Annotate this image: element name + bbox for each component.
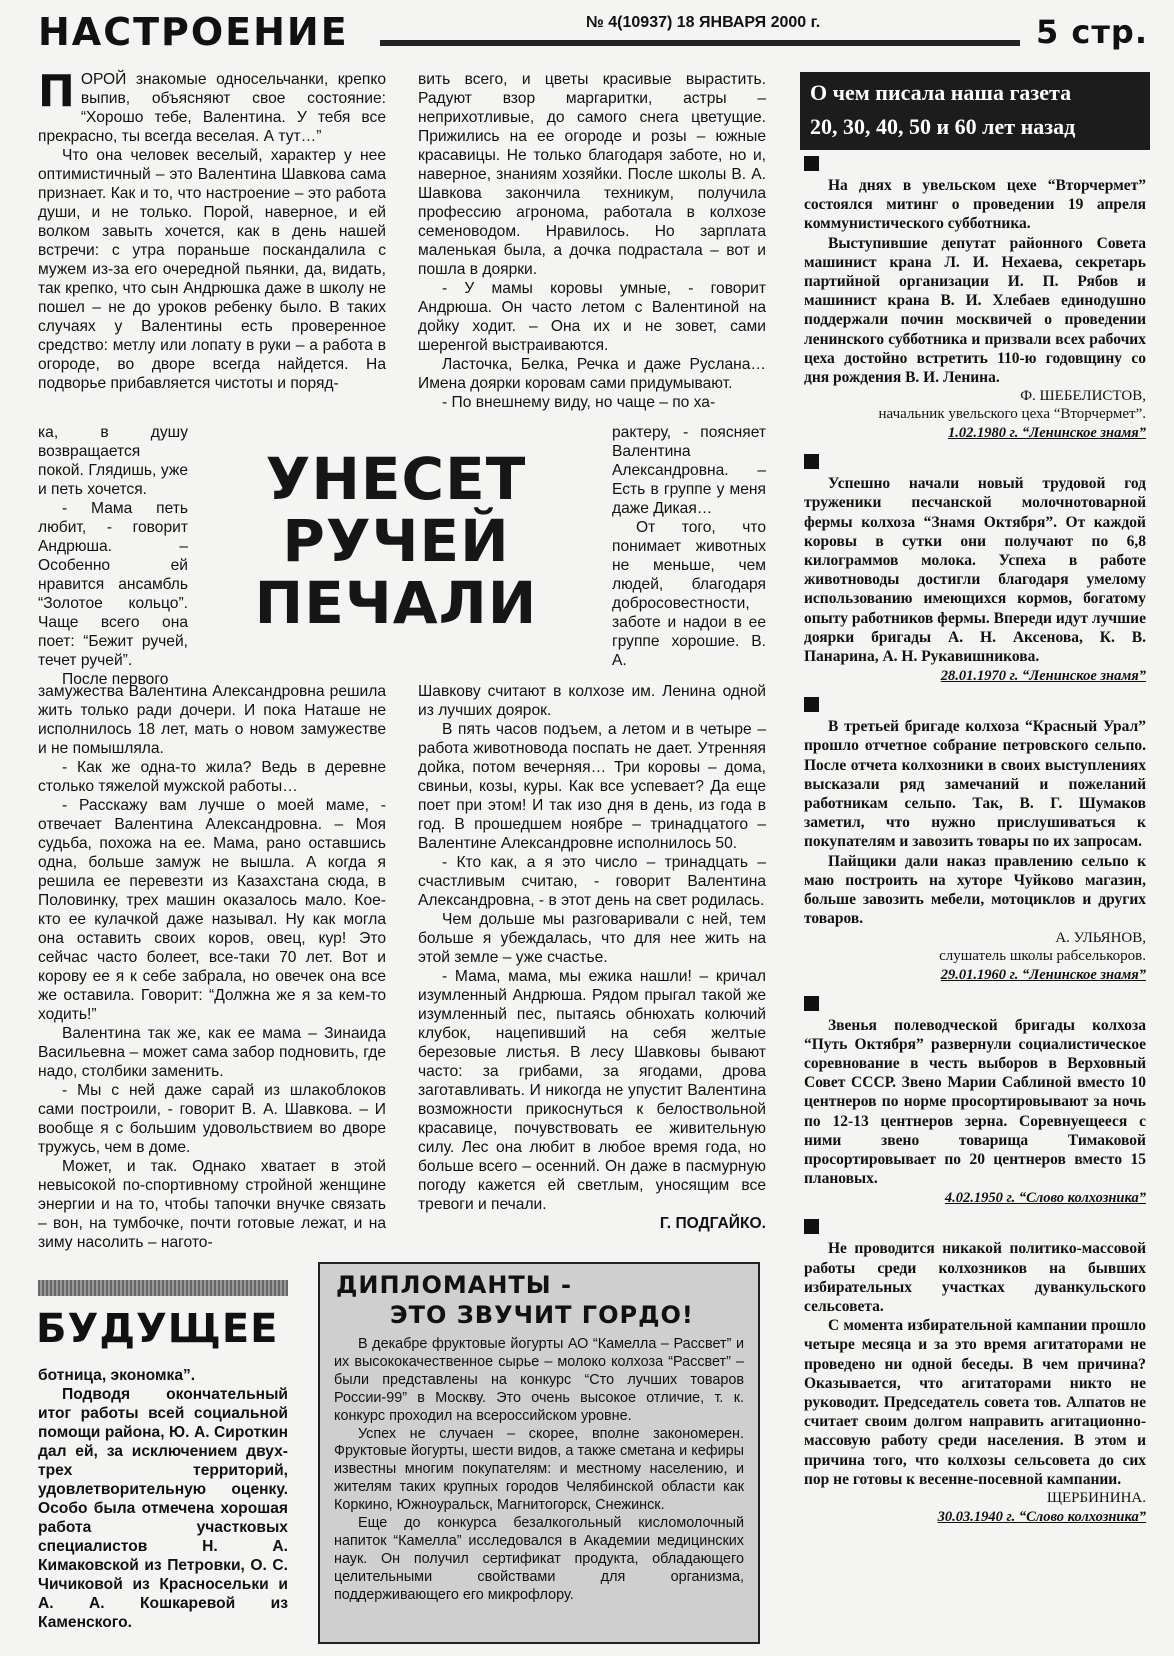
paragraph: Не проводится никакой политико-массовой работы среди колхозников на бывших избирательных участках дуванкульского сельсовета. — [804, 1240, 1146, 1315]
bullet-square-icon — [804, 697, 819, 712]
archive-item — [804, 454, 1146, 685]
archive-item — [804, 697, 1146, 983]
paragraph: Успешно начали новый трудовой год труженики песчанской молочнотоварной фермы колхоза “Знамя Октября”. От каждой коровы в сутки они получают по 6,8 килограммов молока. Успеха в работе животноводы достигли благодаря умелому использованию имеющихся кормов, богатому опыту работников фермы. Впереди идут лучшие доярки бригады А. Н. Аксенова, К. В. Панарина, А. Н. Рукавишникова. — [804, 475, 1146, 666]
archive-source: 28.01.1970 г. “Ленинское знамя” — [940, 668, 1146, 685]
paragraph: С момента избирательной кампании прошло четыре месяца и за это время агитаторами не проведено ни одной беседы. В чем причина? Оказывается, что агитаторами никто не руководит. Председатель совета тов. Алпатов не считает своим долгом направить агитационно-массовую работу среди населения. В этом и причина того, что колхозы сельсовета до сих пор не готовы к весенне-посевной кампании. — [804, 1317, 1146, 1488]
future-title: БУДУЩЕЕ — [36, 1306, 279, 1352]
archive-author: ЩЕРБИНИНА. — [1046, 1489, 1146, 1506]
title-line: РУЧЕЙ — [282, 507, 510, 575]
paragraph: Подводя окончательный итог работы всей социальной помощи района, Ю. А. Сироткин дал ей, за исключением двух-трех территорий, удовлетворительную оценку. Особо была отмечена хорошая работа участковых специалистов Н. А. Кимаковской из Петровки, О. С. Чичиковой из Красносельки и А. А. Кошкаревой из Каменского. — [38, 1386, 288, 1631]
bullet-square-icon — [804, 996, 819, 1011]
paragraph: Выступившие депутат районного Совета машинист крана Л. И. Нехаева, секретарь партийной организации И. П. Рябов и машинист крана В. И. Хлебаев единодушно поддержали почин москвичей о проведении ленинского субботника и призвали всех рабочих цеха достойно встретить 110-ю годовщину со дня рождения В. И. Ленина. — [804, 234, 1146, 387]
title-line: ПЕЧАЛИ — [254, 569, 538, 637]
archive-column — [804, 156, 1146, 1526]
archive-item — [804, 156, 1146, 442]
archive-source: 4.02.1950 г. “Слово колхозника” — [944, 1190, 1146, 1207]
header-rule — [380, 40, 1020, 46]
paragraph: замужества Валентина Александровна решила жить только ради дочери. И пока Наташе не исполнилось 18 лет, мать о новом замужестве и не помышляла. — [38, 683, 386, 757]
paragraph: ка, в душу возвращается покой. Глядишь, уже и петь хочется. — [38, 424, 188, 498]
paragraph: Может, и так. Однако хватает в этой невысокой по-спортивному стройной женщине энергии и на то, чтобы тапочки внучке связать – вон, на тумбочке, почти готовые лежат, и на зиму насолить – нагото- — [38, 1158, 386, 1251]
paragraph: рактеру, - поясняет Валентина Александровна. – Есть в группе у меня даже Дикая… — [612, 424, 766, 517]
ad-title — [334, 1270, 744, 1330]
paragraph: Пайщики дали наказ правлению сельпо к маю построить на хуторе Чуйково магазин, больше завозить мебели, мотоциклов и других товаров. — [804, 852, 1146, 928]
paragraph: - По внешнему виду, но чаще – по ха- — [442, 394, 716, 411]
paragraph: Валентина так же, как ее мама – Зинаида Васильевна – может сама забор подновить, где надо, столбики заменить. — [38, 1025, 386, 1080]
archive-text — [804, 1016, 1146, 1189]
archive-heading-line: 20, 30, 40, 50 и 60 лет назад — [810, 114, 1076, 139]
paragraph: В пять часов подъем, а летом и в четыре – работа животновода поспать не дает. Утренняя дойка, потом вечерняя… Три коровы – дома, свиньи, козы, куры. Как все успевает? Да еще поет при этом! И так изо дня в день, из года в год. В прошедшем ноябре – тринадцатого – Валентине Александровне исполнилось 50. — [418, 721, 766, 852]
article-title — [206, 445, 586, 637]
title-line: УНЕСЕТ — [265, 445, 527, 513]
article-column-2 — [418, 70, 766, 412]
archive-text — [804, 717, 1146, 928]
future-column — [38, 1366, 288, 1632]
archive-heading — [800, 72, 1150, 150]
paragraph: - Мама, мама, мы ежика нашли! – кричал изумленный Андрюша. Рядом прыгал такой же изумленный пес, пытаясь обнюхать колючий клубок, нацепивший на себя желтые березовые листья. В лесу Шавковы бывают часто: за грибами, за ягодами, дрова заготавливать. И никогда не упустит Валентина возможности прикоснуться к белоствольной красавице, почувствовать ее живительную силу. Лес она любит в любое время года, но больше всего – осенний. Он даже в пасмурную погоду кажется ей светлым, уносящим все тревоги и печали. — [418, 968, 766, 1213]
paragraph: В третьей бригаде колхоза “Красный Урал” прошло отчетное собрание петровского сельпо. После отчета колхозники в своих выступлениях высказали ряд замечаний и пожеланий работникам сельпо. Так, В. Г. Шумаков заметил, что нужно прислушиваться к покупателям и завозить товары по их запросам. — [804, 718, 1146, 851]
paragraph: Успех не случаен – скорее, вполне закономерен. Фруктовые йогурты, шести видов, а также сметана и кефиры известны многим покупателям: и местному населению, и жителям таких крупных городов Челябинской области как Коркино, Южноуральск, Магнитогорск, Снежинск. — [334, 1425, 744, 1514]
paragraph: На днях в увельском цехе “Вторчермет” состоялся митинг о проведении 19 апреля коммунистического субботника. — [804, 177, 1146, 233]
archive-text — [804, 176, 1146, 387]
paragraph: - Кто как, а я это число – тринадцать – счастливым считаю, - говорит Валентина Александровна, - в этот день на свет родилась. — [418, 854, 766, 909]
future-rule — [38, 1280, 288, 1296]
drop-cap: П — [38, 66, 75, 117]
archive-author: А. УЛЬЯНОВ, — [1055, 929, 1146, 946]
archive-item — [804, 1219, 1146, 1526]
paragraph: вить всего, и цветы красивые вырастить. Радуют взор маргаритки, астры – неприхотливые, до самого снега цветущие. Прижились на ее огороде и розы – южные красавицы. Не только благодаря заботе, но и, наверное, знаниям хозяйки. После школы В. А. Шавкова закончила техникум, получила профессию агронома, работала в колхозе семеноводом. Нравилось. Но зарплата маленькая была, а дочка подрастала – вот и пошла в доярки. — [418, 71, 766, 278]
paragraph: Звенья полеводческой бригады колхоза “Путь Октября” развернули социалистическое соревнование в честь выборов в Верховный Совет СССР. Звено Марии Саблиной вместо 10 центнеров по норме просортировывают за ночь по 12-13 центнеров зерна. Соревнуещееся с ними звено товарища Тимаковой просортировывает по 20 центнеров вместо 15 плановых. — [804, 1016, 1146, 1188]
paragraph: От того, что понимает животных не меньше, чем людей, благодаря добросовестности, заботе и надои в ее группе хорошие. В. А. — [612, 519, 766, 669]
archive-author-role: начальник увельского цеха “Вторчермет”. — [878, 406, 1146, 423]
ad-box — [318, 1262, 760, 1644]
article-author: Г. ПОДГАЙКО. — [659, 1215, 766, 1232]
archive-source: 29.01.1960 г. “Ленинское знамя” — [940, 966, 1146, 983]
article-column-1-bottom — [38, 682, 386, 1252]
ad-title-line: ЭТО ЗВУЧИТ ГОРДО! — [390, 1301, 694, 1329]
archive-source: 1.02.1980 г. “Ленинское знамя” — [948, 425, 1146, 442]
bullet-square-icon — [804, 1219, 819, 1234]
archive-author-role: слушатель школы рабселькоров. — [939, 947, 1146, 964]
archive-heading-line: О чем писала наша газета — [810, 80, 1072, 105]
paragraph: - Мы с ней даже сарай из шлакоблоков сами построили, - говорит В. А. Шавкова. – И вообще я с большим удовольствием во дворе тружусь, чем в доме. — [38, 1082, 386, 1156]
archive-text — [804, 474, 1146, 666]
paragraph: - Расскажу вам лучше о моей маме, - отвечает Валентина Александровна. – Моя судьба, похожа на ее. Мама, рано оставшись одна, больше замуж не вышла. А когда я решила ее перевезти из Казахстана сюда, в Половинку, трех машин оказалось мало. Кое-кто ее кулачкой даже называл. Ну как могла она оставить своих коров, овец, кур! Это сейчас часто болеет, все-таки 70 лет. Вот и корову ее я к себе забрала, но овечек она все же оставила. Говорит: “Должна же я за кем-то ходить!” — [38, 797, 386, 1023]
article-column-2-narrow — [612, 423, 766, 670]
archive-author: Ф. ШЕБЕЛИСТОВ, — [1020, 388, 1146, 405]
archive-item — [804, 996, 1146, 1208]
page-number: 5 стр. — [1030, 12, 1148, 52]
paragraph: После первого — [62, 671, 169, 688]
bullet-square-icon — [804, 156, 819, 171]
archive-text — [804, 1239, 1146, 1489]
issue-info: № 4(10937) 18 ЯНВАРЯ 2000 г. — [578, 14, 828, 32]
ad-title-line: ДИПЛОМАНТЫ - — [336, 1271, 572, 1299]
archive-source: 30.03.1940 г. “Слово колхозника” — [937, 1508, 1146, 1525]
paragraph: Шавкову считают в колхозе им. Ленина одной из лучших доярок. — [418, 683, 766, 719]
paragraph: Еще до конкурса безалкогольный кисломолочный напиток “Камелла” исследовался в Академии медицинских наук. Он получил сертификат продукта, обладающего целительными свойствами для организма, поддерживающего его микрофлору. — [334, 1515, 744, 1603]
article-column-1 — [38, 66, 386, 393]
paragraph: - Как же одна-то жила? Ведь в деревне столько тяжелой мужской работы… — [38, 759, 386, 795]
bullet-square-icon — [804, 454, 819, 469]
paragraph: ботница, экономка”. — [38, 1367, 196, 1384]
paragraph: Что она человек веселый, характер у нее оптимистичный – это Валентина Шавкова сама признает. Как и то, что настроение – это работа души, и не только. Порой, наверное, и ей волком завыть хочется, как в день нашей встречи: с утра пораньше поскандалила с мужем из-за его очередной пьянки, да, видать, так крепко, что сын Андрюшка даже в школу не пошел – не до уроков ребенку было. В таких случаях у Валентины есть проверенное средство: метлу или лопату в руки – а работа в огороде, во дворе всегда найдется. На подворье прибавляется чистоты и поряд- — [38, 147, 386, 392]
paragraph: Ласточка, Белка, Речка и даже Руслана… Имена доярки коровам сами придумывают. — [418, 356, 766, 392]
article-column-1-narrow — [38, 423, 188, 689]
article-column-2-bottom — [418, 682, 766, 1233]
paragraph: В декабре фруктовые йогурты АО “Камелла – Рассвет” и их высококачественное сырье – молоко колхоза “Рассвет” – были представлены на конкурс “Сто лучших товаров России-99” в Москву. Это очень высокое отличие, т. к. конкурс проходил на всероссийском уровне. — [334, 1336, 744, 1424]
paragraph: Чем дольше мы разговаривали с ней, тем больше я убеждалась, что для нее жить на этой земле – уже счастье. — [418, 911, 766, 966]
paragraph: - Мама петь любит, - говорит Андрюша. – Особенно ей нравится ансамбль “Золотое кольцо”. Чаще всего она поет: “Бежит ручей, течет ручей”. — [38, 500, 188, 669]
section-title: НАСТРОЕНИЕ — [38, 10, 349, 54]
paragraph: - У мамы коровы умные, - говорит Андрюша. Он часто летом с Валентиной на дойку ходит. – Она их и не зовет, сами шеренгой выстраиваются. — [418, 280, 766, 354]
paragraph: ОРОЙ знакомые односельчанки, крепко выпив, объясняют свое состояние: “Хорошо тебе, Валентина. У тебя все прекрасно, ты всегда веселая. А тут…” — [38, 71, 386, 145]
